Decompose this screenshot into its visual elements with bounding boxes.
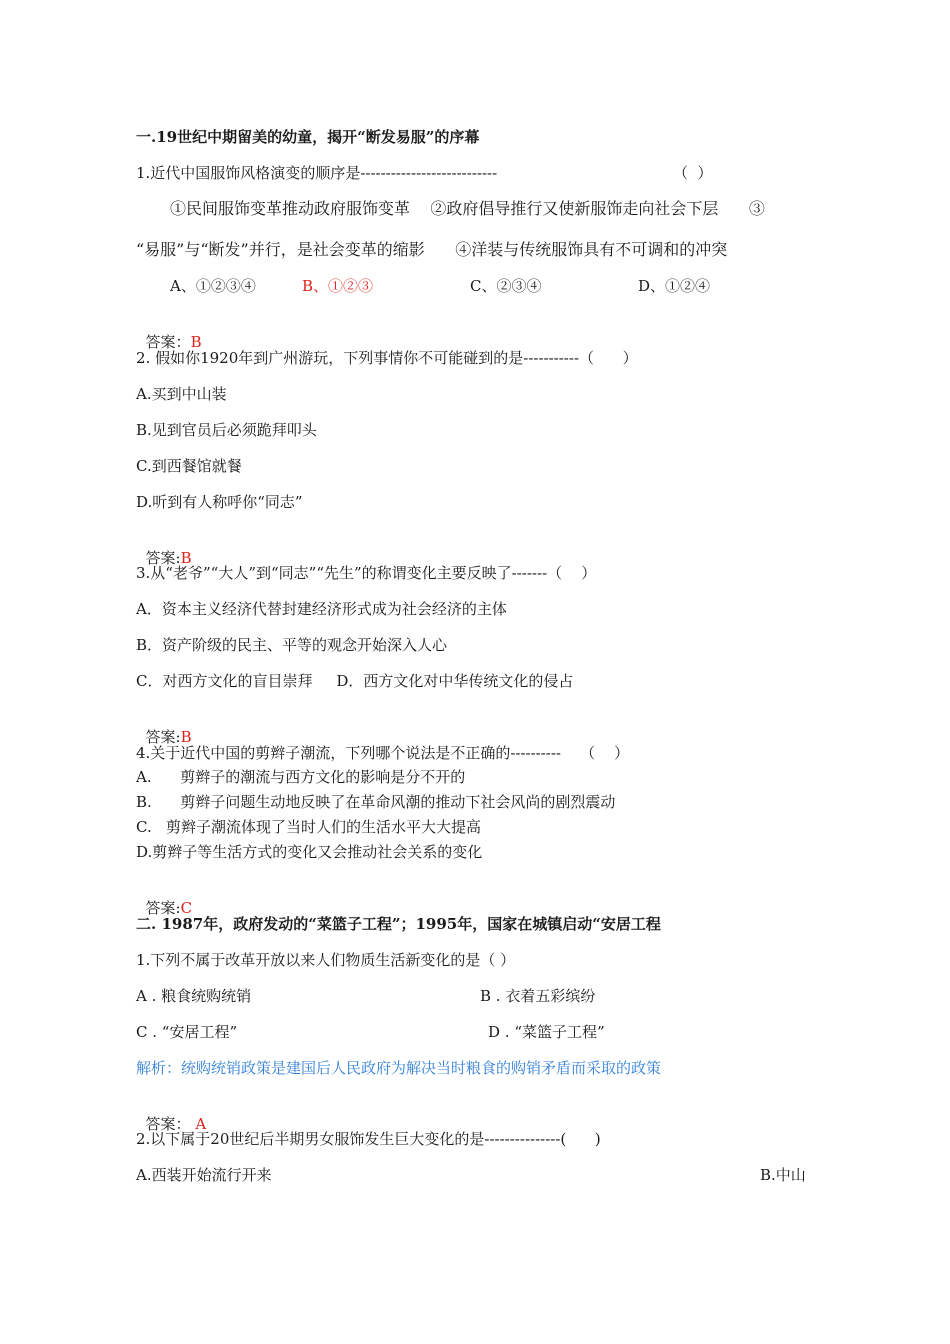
option-c: C.到西餐馆就餐	[136, 457, 242, 475]
answer-label: 答案:	[145, 899, 181, 917]
option-a: A、①②③④	[170, 277, 256, 295]
option-d: D.剪辫子等生活方式的变化又会推动社会关系的变化	[136, 843, 483, 861]
option-a: A.买到中山装	[136, 385, 227, 403]
answer-label: 答案：	[145, 1115, 191, 1133]
option-c: C . “安居工程”	[136, 1023, 238, 1041]
answer-line	[136, 528, 192, 568]
option-c: C、②③④	[470, 277, 542, 295]
question-1-1-stem: 1.近代中国服饰风格演变的顺序是---------------------------	[136, 164, 498, 182]
answer-label: 答案:	[145, 728, 181, 746]
section-1-heading: 一.19世纪中期留美的幼童，揭开“断发易服”的序幕	[136, 128, 480, 146]
question-1-2-stem: 2. 假如你1920年到广州游玩，下列事情你不可能碰到的是-----------（ ）	[136, 349, 638, 367]
analysis-text: 解析：统购统销政策是建国后人民政府为解决当时粮食的购销矛盾而采取的政策	[136, 1059, 662, 1077]
question-2-1-stem: 1.下列不属于改革开放以来人们物质生活新变化的是（ ）	[136, 951, 516, 969]
option-d: D.听到有人称呼你“同志”	[136, 493, 303, 511]
answer-value: A	[195, 1115, 207, 1133]
option-b: B.见到官员后必须跪拜叩头	[136, 421, 317, 439]
answer-label: 答案:	[145, 549, 181, 567]
option-b: B.中山	[760, 1166, 806, 1184]
option-a: A . 粮食统购统销	[136, 987, 252, 1005]
question-1-3-stem: 3.从“老爷”“大人”到“同志”“先生”的称谓变化主要反映了-------（ ）	[136, 564, 597, 582]
answer-line	[136, 878, 192, 918]
answer-value: B	[180, 549, 192, 567]
section-2-heading: 二. 1987年，政府发动的“菜篮子工程”；1995年，国家在城镇启动“安居工程	[136, 915, 661, 933]
option-b: B．资产阶级的民主、平等的观念开始深入人心	[136, 636, 448, 654]
question-1-1-paren: （ ）	[673, 164, 713, 182]
option-a: A．资本主义经济代替封建经济形式成为社会经济的主体	[136, 600, 507, 618]
option-b: B. 剪辫子问题生动地反映了在革命风潮的推动下社会风尚的剧烈震动	[136, 793, 616, 811]
answer-value: C	[180, 899, 193, 917]
answer-line	[136, 707, 192, 747]
option-c: C. 剪辫子潮流体现了当时人们的生活水平大大提高	[136, 818, 482, 836]
option-d: D、①②④	[638, 277, 711, 295]
answer-value: B	[180, 728, 192, 746]
question-1-1-items-line2: “易服”与“断发”并行，是社会变革的缩影 ④洋装与传统服饰具有不可调和的冲突	[136, 240, 728, 259]
question-2-2-stem: 2.以下属于20世纪后半期男女服饰发生巨大变化的是---------------( )	[136, 1130, 601, 1148]
option-b: B . 衣着五彩缤纷	[480, 987, 596, 1005]
question-1-1-items-line1: ①民间服饰变革推动政府服饰变革 ②政府倡导推行又使新服饰走向社会下层 ③	[170, 199, 765, 218]
answer-line	[136, 312, 202, 352]
option-c-d: C．对西方文化的盲目崇拜 D．西方文化对中华传统文化的侵占	[136, 672, 574, 690]
answer-value: B	[190, 333, 202, 351]
option-d: D . “菜篮子工程”	[488, 1023, 605, 1041]
option-a: A. 剪辫子的潮流与西方文化的影响是分不开的	[136, 768, 466, 786]
question-1-4-stem: 4.关于近代中国的剪辫子潮流，下列哪个说法是不正确的---------- （ ）	[136, 744, 630, 762]
answer-line	[136, 1094, 206, 1134]
answer-label: 答案：	[145, 333, 191, 351]
option-b-correct: B、①②③	[302, 277, 374, 295]
option-a: A.西装开始流行开来	[136, 1166, 272, 1184]
